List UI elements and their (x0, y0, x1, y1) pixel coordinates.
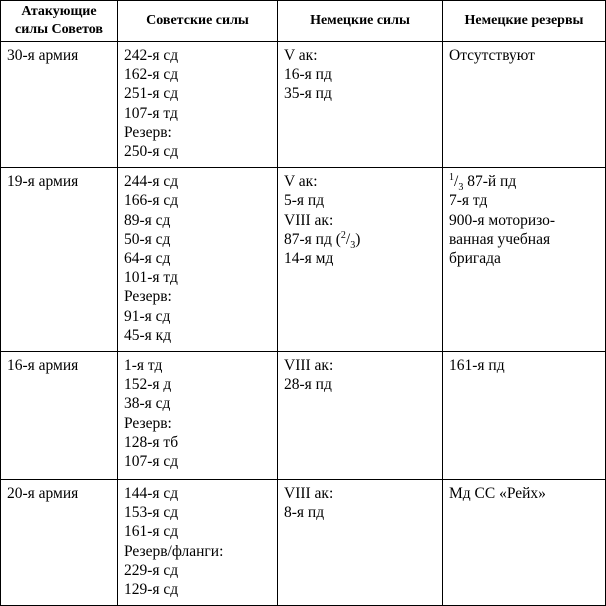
army-cell: 20-я армия (1, 480, 118, 606)
header-row (1, 1, 606, 42)
soviet-forces-cell: 242-я сд 162-я сд 251-я сд 107-я тд Резерв: 250-я сд (118, 42, 278, 168)
army-cell: 30-я армия (1, 42, 118, 168)
soviet-forces-cell: 144-я сд 153-я сд 161-я сд Резерв/фланги: 229-я сд 129-я сд (118, 480, 278, 606)
german-reserves-cell: Мд СС «Рейх» (443, 480, 606, 606)
table-row (1, 168, 606, 352)
table-row (1, 352, 606, 480)
army-cell: 16-я армия (1, 352, 118, 480)
german-forces-cell: VIII ак: 28-я пд (278, 352, 443, 480)
table-body (1, 42, 606, 606)
header-german-forces: Немецкие силы (278, 1, 443, 42)
table-row (1, 480, 606, 606)
table-row (1, 42, 606, 168)
soviet-forces-cell: 1-я тд 152-я д 38-я сд Резерв: 128-я тб 107-я сд (118, 352, 278, 480)
german-forces-cell: V ак: 5-я пд VIII ак: 87-я пд $(^2/_3)$ 14-я мд (278, 168, 443, 352)
german-reserves-cell: 161-я пд (443, 352, 606, 480)
german-forces-cell: VIII ак: 8-я пд (278, 480, 443, 606)
army-cell: 19-я армия (1, 168, 118, 352)
header-german-reserves: Немецкие резервы (443, 1, 606, 42)
german-forces-cell: V ак: 16-я пд 35-я пд (278, 42, 443, 168)
german-reserves-cell: Отсутствуют (443, 42, 606, 168)
header-attacking-forces: Атакующие силы Советов (1, 1, 118, 42)
header-soviet-forces: Советские силы (118, 1, 278, 42)
soviet-forces-cell: 244-я сд 166-я сд 89-я сд 50-я сд 64-я сд 101-я тд Резерв: 91-я сд 45-я кд (118, 168, 278, 352)
german-reserves-cell: $^1/_3$ 87-й пд 7-я тд 900-я моторизо- ванная учебная бригада (443, 168, 606, 352)
